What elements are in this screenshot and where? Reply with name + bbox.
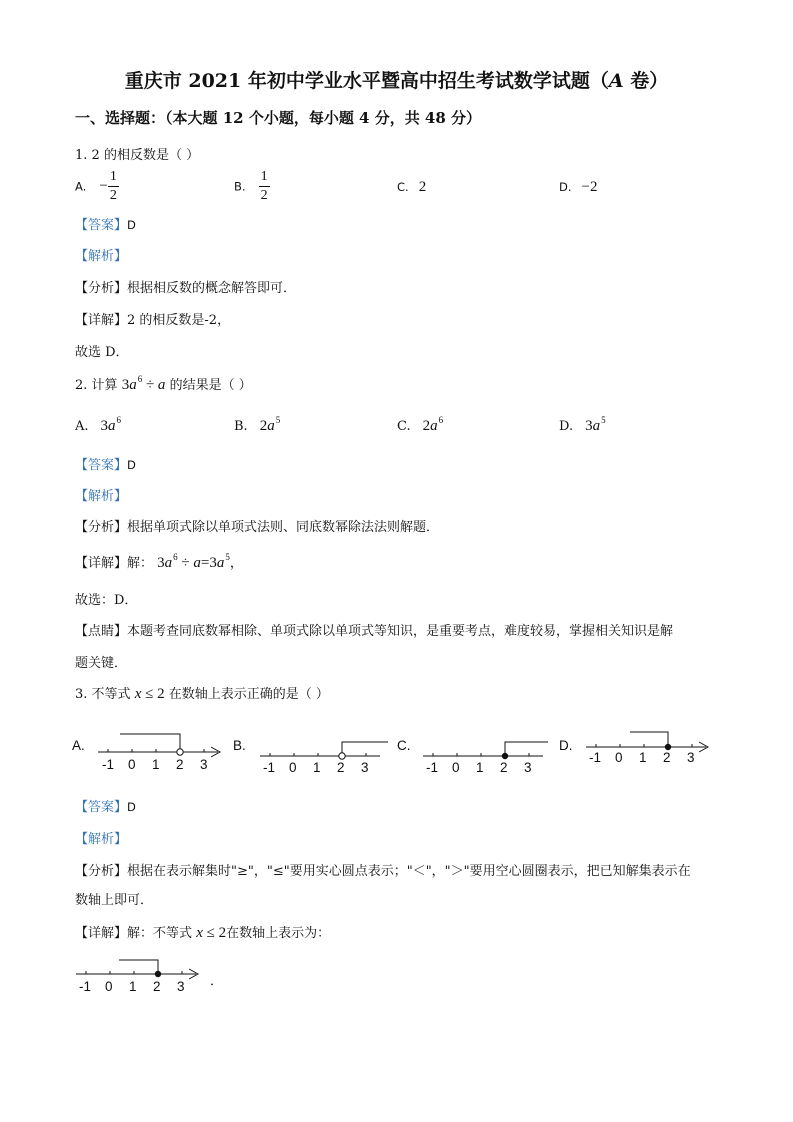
q3-solution-numberline xyxy=(72,952,232,998)
svg-text:-1: -1 xyxy=(426,760,439,775)
svg-text:-1: -1 xyxy=(79,979,92,994)
svg-text:3: 3 xyxy=(200,757,208,772)
svg-text:2: 2 xyxy=(176,757,184,772)
svg-text:1: 1 xyxy=(129,979,137,994)
q3-fenxi-cont: 数轴上即可． xyxy=(75,893,154,908)
q3-stem: 3. 不等式 x ≤ 2 在数轴上表示正确的是（ ） xyxy=(75,686,329,702)
q1-xiangjie: 【详解】2 的相反数是-2， xyxy=(75,313,231,328)
q3-solution-period: ． xyxy=(210,974,224,989)
q3-option-a-numberline xyxy=(98,734,220,772)
svg-text:3: 3 xyxy=(361,760,369,775)
q3-answer: 【答案】D xyxy=(75,800,136,815)
q3-option-b-letter: B. xyxy=(233,738,246,753)
svg-text:2: 2 xyxy=(500,760,508,775)
q2-option-c: C. $2a^6$ xyxy=(397,415,444,434)
svg-text:1: 1 xyxy=(639,750,647,765)
q2-analysis-label: 【解析】 xyxy=(75,489,128,504)
q1-fenxi: 【分析】根据相反数的概念解答即可． xyxy=(75,281,297,296)
solid-point-icon xyxy=(502,753,508,759)
q2-option-a: A. $3a^6$ xyxy=(75,415,122,434)
svg-text:0: 0 xyxy=(105,979,113,994)
q3-analysis-label: 【解析】 xyxy=(75,832,128,847)
solid-point-icon xyxy=(155,971,161,977)
q3-option-d-letter: D. xyxy=(559,738,573,753)
q3-option-a-letter: A. xyxy=(72,738,85,753)
svg-text:-1: -1 xyxy=(589,750,602,765)
q1-conclusion: 故选 D． xyxy=(75,345,129,360)
q2-dianjing: 【点睛】本题考查同底数幂相除、单项式除以单项式等知识，是重要考点，难度较易，掌握相关知识是解 xyxy=(75,624,674,639)
q1-option-b: B. $\frac{1}{2}$ xyxy=(234,169,268,203)
svg-text:2: 2 xyxy=(337,760,345,775)
svg-text:0: 0 xyxy=(128,757,136,772)
q3-options-figure xyxy=(70,722,730,782)
section-heading: 一、选择题：（本大题 12 个小题，每小题 4 分，共 48 分） xyxy=(75,109,482,127)
q3-option-c-letter: C. xyxy=(397,738,411,753)
svg-text:0: 0 xyxy=(452,760,460,775)
svg-text:1: 1 xyxy=(313,760,321,775)
q2-option-d: D. $3a^5$ xyxy=(559,415,606,434)
svg-text:2: 2 xyxy=(663,750,671,765)
q2-conclusion: 故选：D． xyxy=(75,593,138,608)
page-title: 重庆市 2021 年初中学业水平暨高中招生考试数学试题（A 卷） xyxy=(124,70,669,92)
svg-text:3: 3 xyxy=(687,750,695,765)
svg-text:3: 3 xyxy=(524,760,532,775)
q1-option-d: D. −2 xyxy=(559,179,598,195)
q1-option-c: C. 2 xyxy=(397,179,427,195)
q3-option-b-numberline xyxy=(260,742,388,775)
q3-xiangjie: 【详解】解：不等式 x ≤ 2在数轴上表示为： xyxy=(75,925,331,941)
q2-answer: 【答案】D xyxy=(75,458,136,473)
q2-stem: 2. 计算 $3a^6 \div a$ 的结果是（ ） xyxy=(75,374,252,393)
hollow-point-icon xyxy=(339,753,345,759)
q2-dianjing-cont: 题关键． xyxy=(75,656,128,671)
svg-text:-1: -1 xyxy=(102,757,115,772)
svg-text:0: 0 xyxy=(615,750,623,765)
q2-fenxi: 【分析】根据单项式除以单项式法则、同底数幂除法法则解题． xyxy=(75,520,440,535)
q1-option-a: A. − $\frac{1}{2}$ xyxy=(75,169,117,203)
svg-text:3: 3 xyxy=(177,979,185,994)
q2-option-b: B. $2a^5$ xyxy=(234,415,281,434)
svg-text:2: 2 xyxy=(153,979,161,994)
svg-text:1: 1 xyxy=(152,757,160,772)
q1-analysis-label: 【解析】 xyxy=(75,249,128,264)
svg-text:0: 0 xyxy=(289,760,297,775)
q1-answer: 【答案】D xyxy=(75,218,136,233)
q3-option-d-numberline xyxy=(586,732,708,765)
svg-text:1: 1 xyxy=(476,760,484,775)
q3-option-c-numberline xyxy=(423,742,548,775)
q2-xiangjie: 【详解】解： $3a^6 \div a=3a^5$， xyxy=(75,552,243,571)
q3-fenxi: 【分析】根据在表示解集时"≥"，"≤"要用实心圆点表示；"＜"，"＞"要用空心圆圈表示，把已知解集表示在 xyxy=(75,864,691,879)
svg-text:-1: -1 xyxy=(263,760,276,775)
hollow-point-icon xyxy=(177,749,183,755)
q1-stem: 1. 2 的相反数是（ ） xyxy=(75,148,200,163)
